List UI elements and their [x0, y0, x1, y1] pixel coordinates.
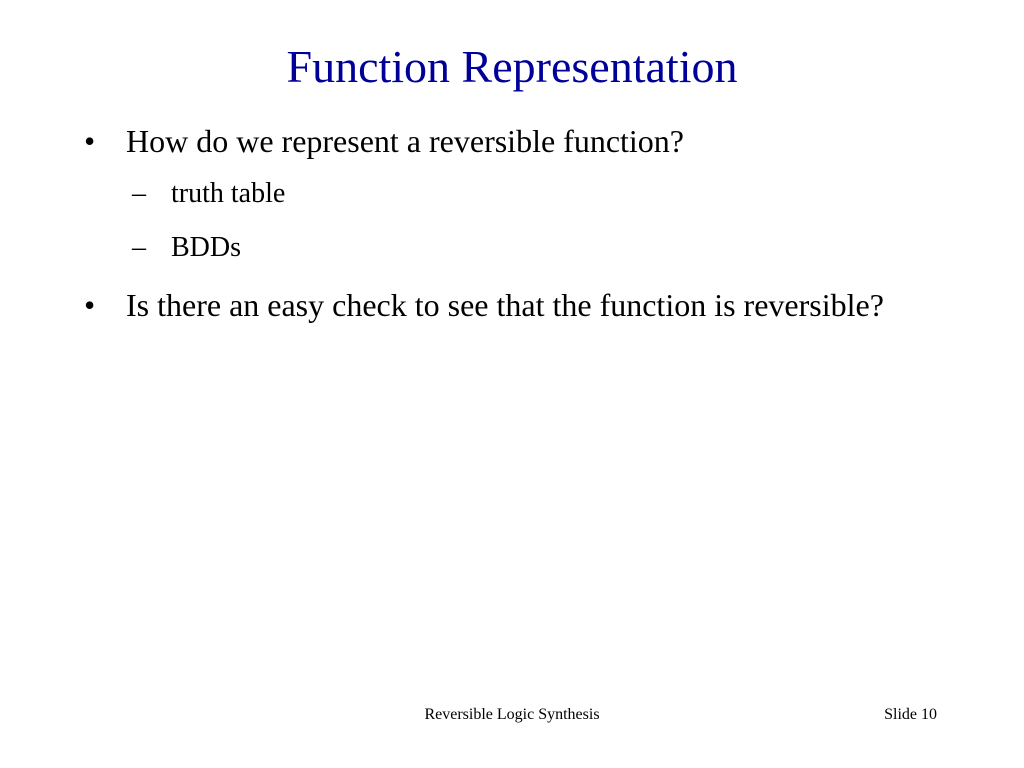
bullet-item — [84, 118, 924, 164]
bullet-text: Is there an easy check to see that the function is reversible? — [126, 287, 884, 323]
bullet-text: How do we represent a reversible function? — [126, 123, 684, 159]
bullet-marker: • — [84, 287, 96, 323]
dash-marker: – — [132, 232, 146, 263]
footer-title: Reversible Logic Synthesis — [424, 706, 600, 723]
slide-number: Slide 10 — [884, 706, 937, 723]
bullet-marker: • — [84, 123, 96, 159]
sub-bullet-text: BDDs — [171, 232, 242, 263]
sub-bullet-item — [132, 176, 892, 212]
sub-bullet-item — [132, 230, 892, 266]
bullet-item — [84, 282, 924, 328]
slide-title: Function Representation — [286, 41, 738, 92]
dash-marker: – — [132, 178, 146, 209]
sub-bullet-text: truth table — [171, 178, 286, 209]
